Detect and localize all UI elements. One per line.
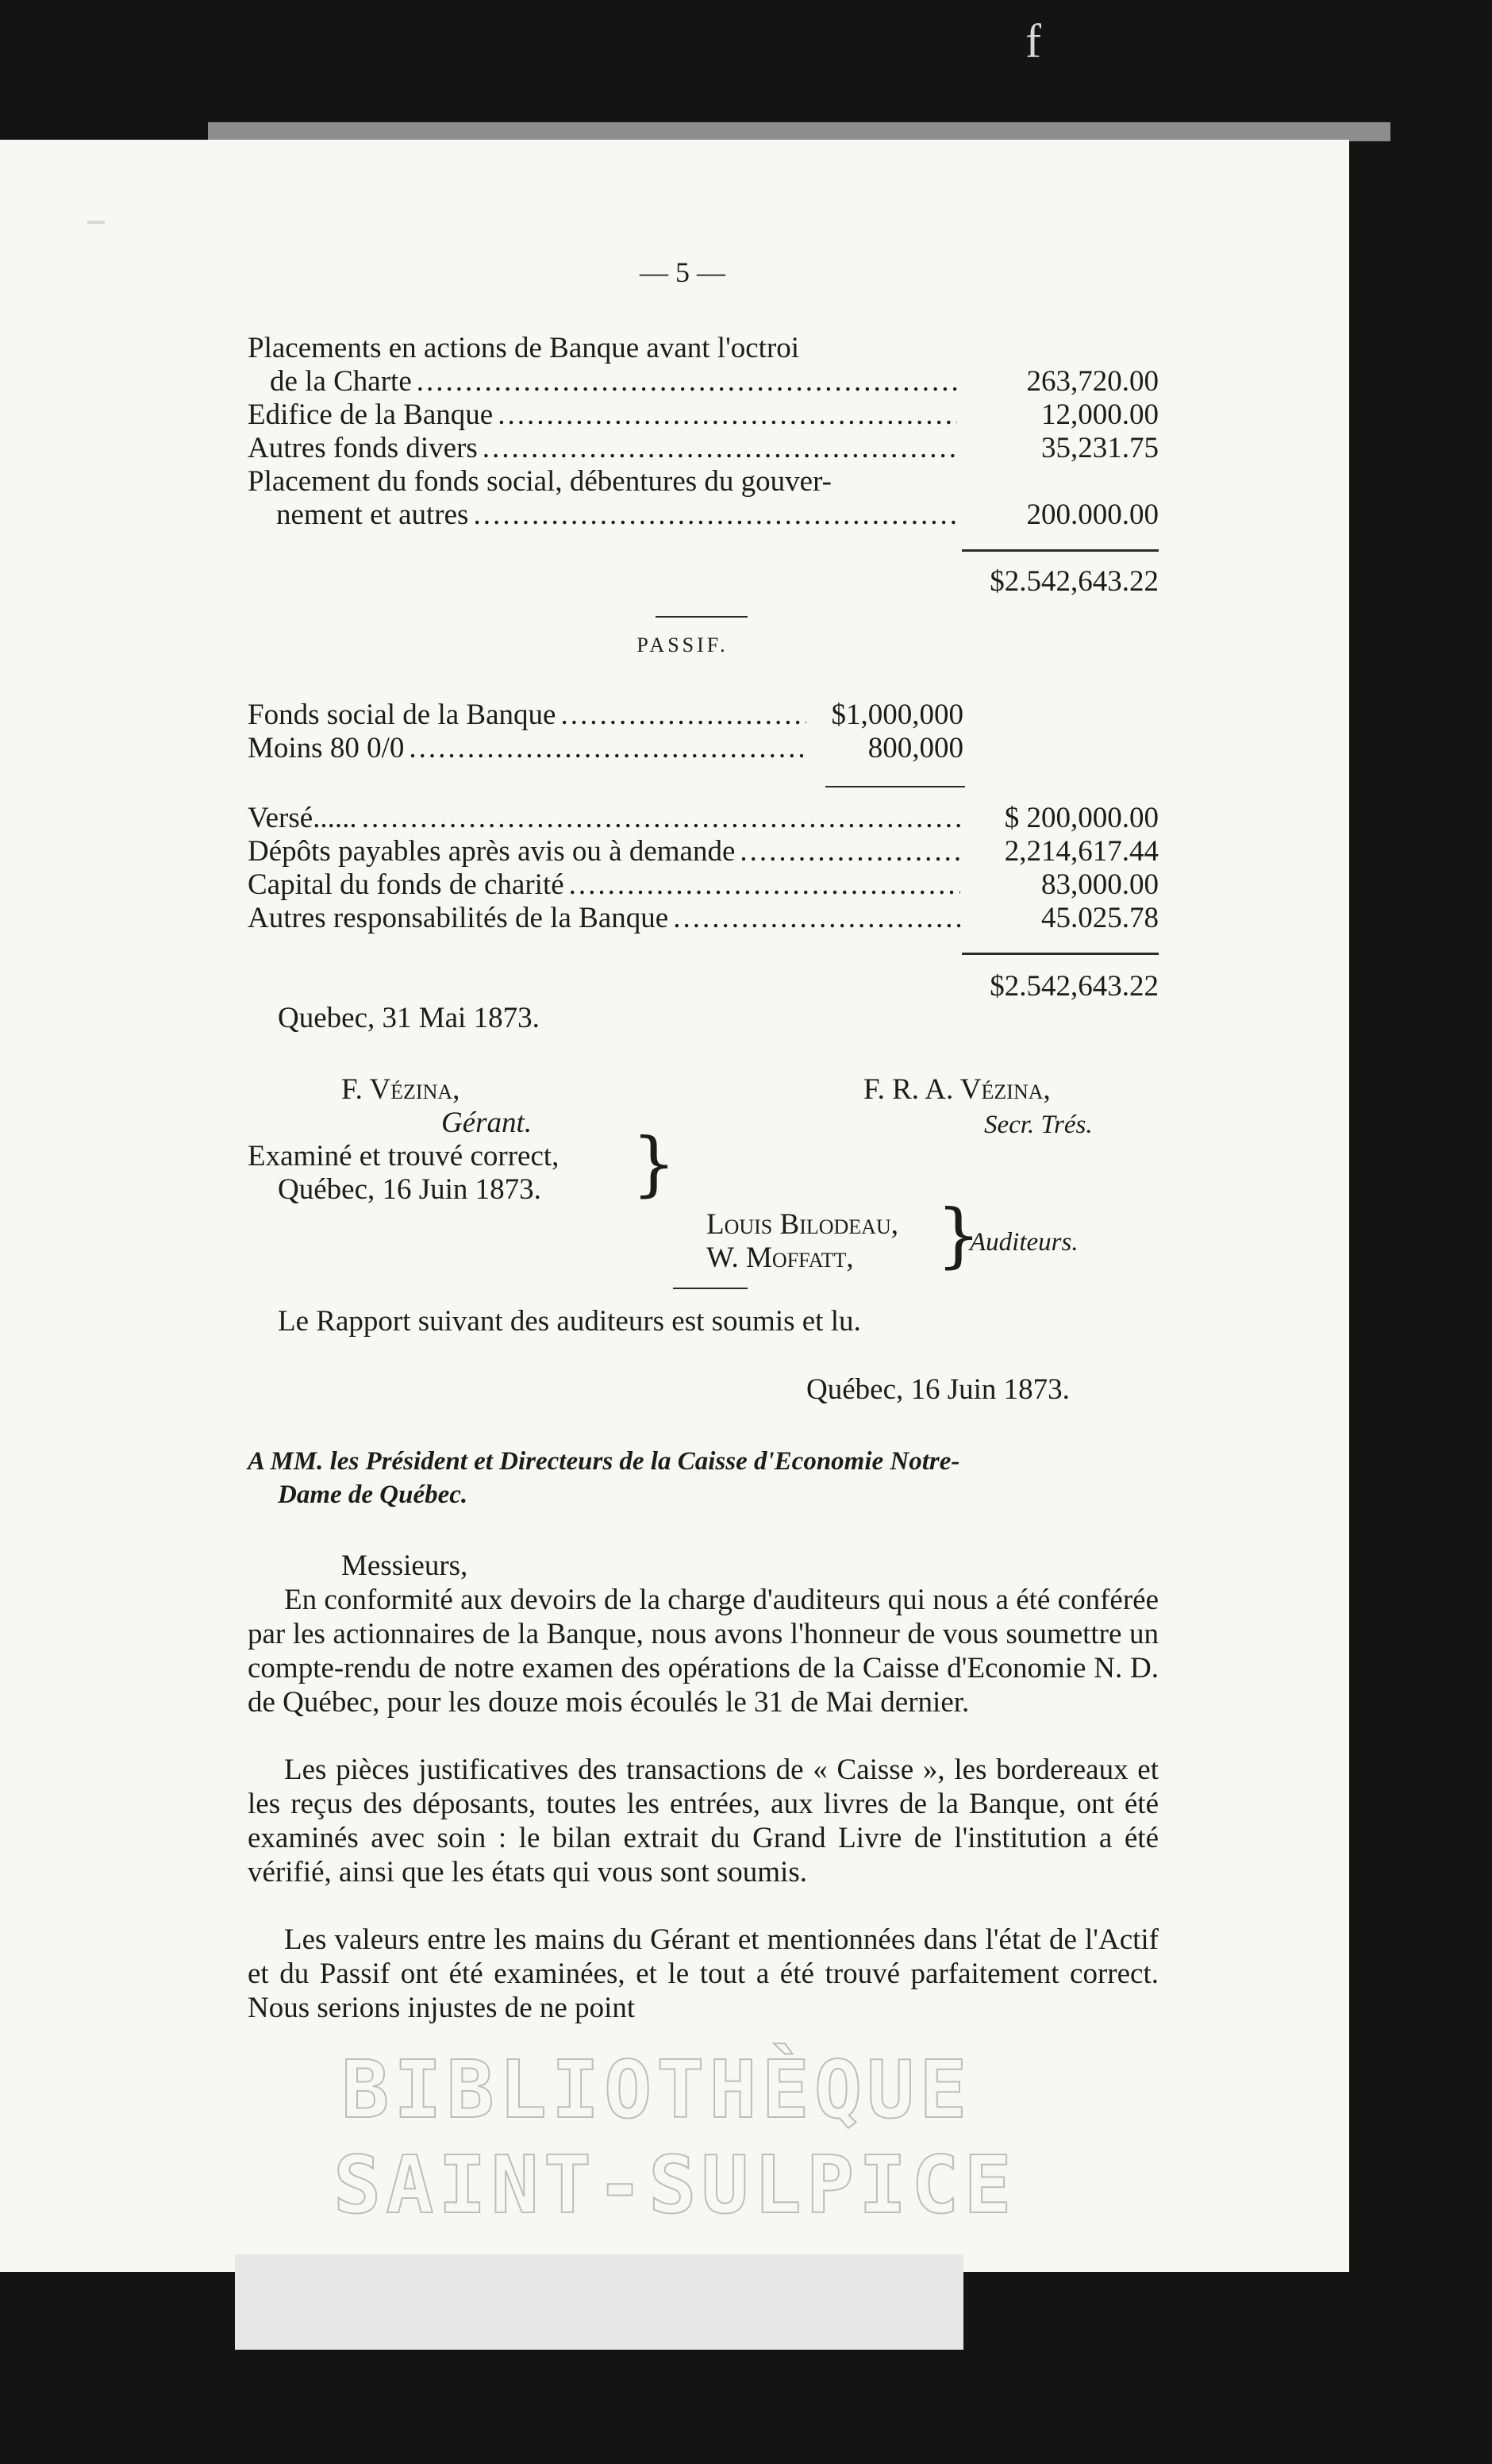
total-rule <box>962 953 1159 955</box>
asset-amount: 12,000.00 <box>1041 398 1159 431</box>
auditors-label: Auditeurs. <box>970 1228 1079 1257</box>
brace: } <box>632 1122 676 1204</box>
liability-line: Versé...... ..... <box>248 802 965 835</box>
section-divider <box>673 1288 748 1289</box>
liability-amount: 2,214,617.44 <box>1004 835 1159 868</box>
report-note: Le Rapport suivant des auditeurs est soumis et lu. <box>278 1305 861 1338</box>
margin-mark <box>87 221 105 224</box>
examined-date: Québec, 16 Juin 1873. <box>278 1173 541 1206</box>
liabilities-total: $2.542,643.22 <box>990 970 1159 1003</box>
asset-line: Edifice de la Banque ..... <box>248 398 962 432</box>
report-date: Québec, 16 Juin 1873. <box>806 1373 1070 1406</box>
corner-mark: f <box>1025 15 1041 67</box>
page-number: — 5 — <box>640 256 725 288</box>
signatory-left-title: Gérant. <box>441 1107 533 1139</box>
library-stamp: BIBLIOTHÈQUE <box>341 2043 972 2136</box>
asset-amount: 263,720.00 <box>1026 365 1159 398</box>
address-line: A MM. les Président et Directeurs de la Caisse d'Economie Notre- <box>248 1447 960 1476</box>
body-paragraph: En conformité aux devoirs de la charge d'auditeurs qui nous a été conférée par les actionnaires de la Banque, nous avons l'honneur de vous soumettre un compte-rendu de notre examen des opérations de la Caisse d'Economie N. D. de Québec, pour les douze mois écoulés le 31 de Mai dernier. <box>248 1584 1159 1719</box>
liability-line: Dépôts payables après avis ou à demande ..... <box>248 835 965 868</box>
salutation: Messieurs, <box>341 1550 468 1582</box>
signatory-right-title: Secr. Trés. <box>984 1111 1093 1139</box>
assets-total: $2.542,643.22 <box>990 565 1159 598</box>
asset-line: Placements en actions de Banque avant l'octroi <box>248 332 800 364</box>
passif-heading: PASSIF. <box>636 633 729 656</box>
liability-line: Capital du fonds de charité ..... <box>248 868 965 902</box>
brace: } <box>936 1194 981 1276</box>
examined-line: Examiné et trouvé correct, <box>248 1140 560 1172</box>
asset-line: Placement du fonds social, débentures du gouver- <box>248 465 832 498</box>
asset-line: nement et autres ..... <box>276 499 962 532</box>
auditor-name: W. Moffatt, <box>706 1242 854 1274</box>
place-date: Quebec, 31 Mai 1873. <box>278 1002 540 1034</box>
liability-amount: 83,000.00 <box>1041 868 1159 901</box>
capital-amount: 800,000 <box>867 732 963 764</box>
section-divider <box>656 616 748 618</box>
liability-amount: 45.025.78 <box>1041 902 1159 934</box>
address-line: Dame de Québec. <box>278 1480 468 1509</box>
auditor-name: Louis Bilodeau, <box>706 1208 898 1241</box>
body-paragraph: Les pièces justificatives des transactions de « Caisse », les bordereaux et les reçus des déposants, toutes les entrées, aux livres de la Banque, ont été examinés avec soin : le bilan extrait du Grand Livre de l'institution a été vérifié, ainsi que les états qui vous sont soumis. <box>248 1754 1159 1888</box>
capital-amount: $1,000,000 <box>831 699 963 731</box>
asset-line: Autres fonds divers ..... <box>248 432 962 465</box>
body-paragraph: Les valeurs entre les mains du Gérant et mentionnées dans l'état de l'Actif et du Passif ont été examinées, et le tout a été trouvé parfaitement correct. Nous serions injustes de ne point <box>248 1923 1159 2024</box>
capital-line: Fonds social de la Banque ..... <box>248 699 811 732</box>
liability-line: Autres responsabilités de la Banque ..... <box>248 902 965 935</box>
signatory-left-name: F. Vézina, <box>341 1073 460 1106</box>
asset-line: de la Charte ..... <box>270 365 962 398</box>
total-rule <box>962 549 1159 552</box>
library-stamp: SAINT-SULPICE <box>333 2139 1017 2231</box>
capital-line: Moins 80 0/0 ..... <box>248 732 811 765</box>
subtotal-rule <box>825 786 965 787</box>
signatory-right-name: F. R. A. Vézina, <box>863 1073 1051 1106</box>
liability-amount: $ 200,000.00 <box>1004 802 1159 834</box>
asset-amount: 200.000.00 <box>1026 499 1159 531</box>
asset-amount: 35,231.75 <box>1041 432 1159 464</box>
